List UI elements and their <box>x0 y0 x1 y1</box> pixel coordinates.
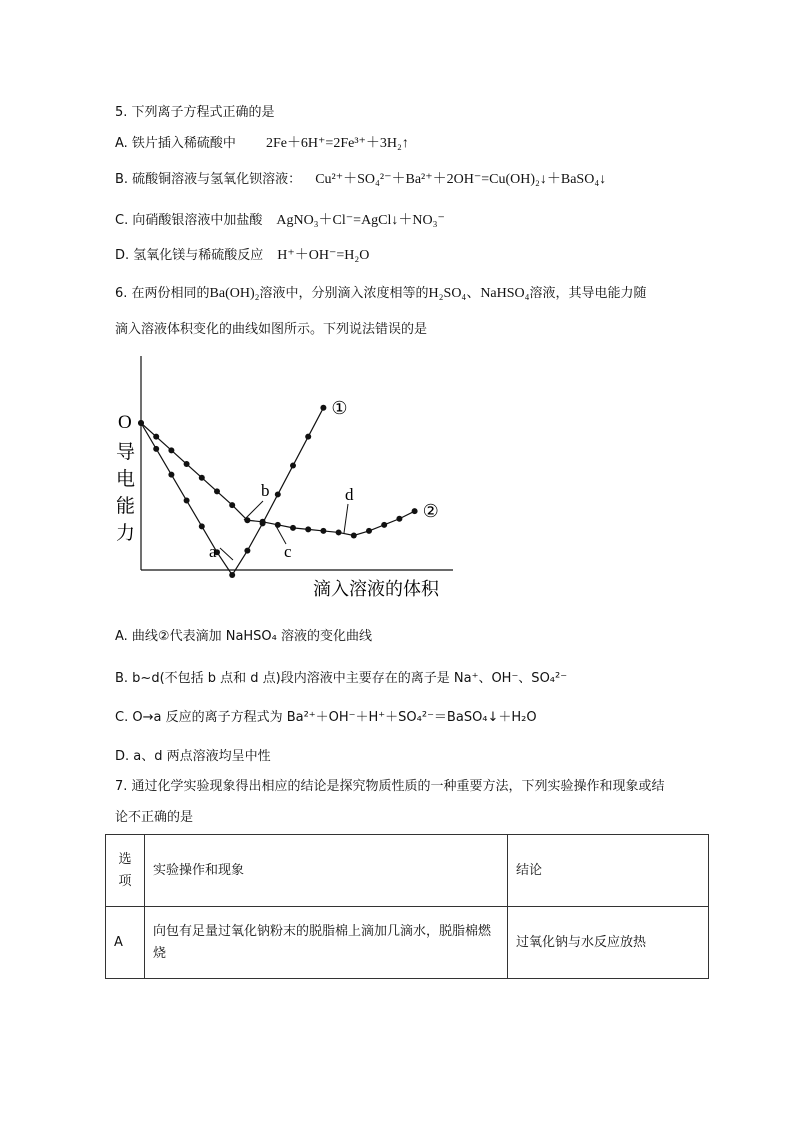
data-point <box>199 523 205 529</box>
data-point <box>305 434 311 440</box>
data-point <box>168 447 174 453</box>
q6-option-a: A. 曲线②代表滴加 NaHSO₄ 溶液的变化曲线 <box>115 629 373 644</box>
data-point <box>351 532 357 538</box>
data-point <box>320 405 326 411</box>
q5-option-b <box>115 170 606 190</box>
point-label-b: b <box>261 481 270 500</box>
data-point <box>290 525 296 531</box>
data-point <box>366 528 372 534</box>
x-axis-label: 滴入溶液的体积 <box>313 579 439 600</box>
row-a-option: A <box>106 907 145 979</box>
header-operation: 实验操作和现象 <box>145 835 508 907</box>
data-point <box>244 548 250 554</box>
q6-stem-part1: 6. 在两份相同的 <box>115 286 210 301</box>
q5-option-c-text: C. 向硝酸银溶液中加盐酸 <box>115 213 263 228</box>
q5-stem: 5. 下列离子方程式正确的是 <box>115 105 275 120</box>
origin-label: O <box>118 412 132 433</box>
point-label-pointer <box>244 501 263 520</box>
q6-option-d: D. a、d 两点溶液均呈中性 <box>115 749 271 764</box>
point-label-pointer <box>220 548 233 560</box>
row-a-operation: 向包有足量过氧化钠粉末的脱脂棉上滴加几滴水，脱脂棉燃烧 <box>145 907 508 979</box>
point-label-d: d <box>345 485 354 504</box>
q5-option-a-equation: 2Fe＋6H⁺=2Fe³⁺＋3H₂↑ <box>265 136 409 151</box>
data-point <box>396 516 402 522</box>
series-label-2: ② <box>422 501 439 523</box>
data-point <box>184 461 190 467</box>
series-line-1 <box>141 408 323 575</box>
data-point <box>214 488 220 494</box>
data-point <box>381 522 387 528</box>
y-axis-label <box>116 441 135 544</box>
q5-option-a <box>115 134 409 154</box>
header-option: 选项 <box>106 835 145 907</box>
data-point <box>336 529 342 535</box>
header-conclusion: 结论 <box>508 835 709 907</box>
data-point <box>229 502 235 508</box>
q6-stem-line2: 滴入溶液体积变化的曲线如图所示。下列说法错误的是 <box>115 322 428 337</box>
data-point <box>199 475 205 481</box>
q5-option-c-equation: AgNO₃＋Cl⁻=AgCl↓＋NO₃⁻ <box>276 213 445 228</box>
data-point <box>260 519 266 525</box>
q7-stem-line1: 7. 通过化学实验现象得出相应的结论是探究物质性质的一种重要方法，下列实验操作和现象或结 <box>115 779 665 794</box>
table-row <box>106 907 709 979</box>
data-point <box>168 472 174 478</box>
q5-option-b-equation: Cu²⁺＋SO₄²⁻＋Ba²⁺＋2OH⁻=Cu(OH)₂↓＋BaSO₄↓ <box>315 172 607 187</box>
data-point <box>275 522 281 528</box>
q6-stem-line1 <box>115 284 647 304</box>
q5-option-c <box>115 211 445 231</box>
data-point <box>153 434 159 440</box>
y-axis-label-char: 电 <box>116 468 136 490</box>
data-point <box>153 446 159 452</box>
q5-option-a-text: A. 铁片插入稀硫酸中 <box>115 136 236 151</box>
q5-option-d-text: D. 氢氧化镁与稀硫酸反应 <box>115 248 264 263</box>
q6-option-b: B. b~d(不包括 b 点和 d 点)段内溶液中主要存在的离子是 Na⁺、OH⁻、SO₄²⁻ <box>115 671 568 686</box>
data-point <box>290 463 296 469</box>
series-label-1: ① <box>331 397 348 419</box>
q6-stem-formula2: H₂SO₄、NaHSO₄ <box>428 286 530 301</box>
experiment-table <box>105 834 709 979</box>
data-point <box>275 491 281 497</box>
data-point <box>138 420 144 426</box>
q5-option-d-equation: H⁺＋OH⁻=H₂O <box>277 248 370 263</box>
y-axis-label-char: 力 <box>116 522 136 544</box>
point-label-c: c <box>284 542 292 561</box>
q6-stem-part2: 溶液中，分别滴入浓度相等的 <box>259 286 429 301</box>
conductivity-chart <box>108 350 468 605</box>
data-point <box>184 498 190 504</box>
q6-option-c: C. O→a 反应的离子方程式为 Ba²⁺＋OH⁻＋H⁺＋SO₄²⁻＝BaSO₄↓＋H₂O <box>115 710 537 725</box>
q6-stem-part3: 溶液，其导电能力随 <box>529 286 647 301</box>
data-point <box>305 526 311 532</box>
y-axis-label-char: 能 <box>116 495 136 517</box>
data-point <box>229 572 235 578</box>
data-point <box>412 508 418 514</box>
point-label-pointer <box>344 504 348 533</box>
q5-option-d <box>115 246 369 266</box>
q6-stem-formula1: Ba(OH)₂ <box>209 286 260 301</box>
data-point <box>320 528 326 534</box>
q7-stem-line2: 论不正确的是 <box>115 810 194 825</box>
table-header-row <box>106 835 709 907</box>
series-line-2 <box>141 423 415 535</box>
point-label-a: a <box>209 542 217 561</box>
y-axis-label-char: 导 <box>116 441 136 463</box>
row-a-conclusion: 过氧化钠与水反应放热 <box>508 907 709 979</box>
q5-option-b-text: B. 硫酸铜溶液与氢氧化钡溶液： <box>115 172 302 187</box>
